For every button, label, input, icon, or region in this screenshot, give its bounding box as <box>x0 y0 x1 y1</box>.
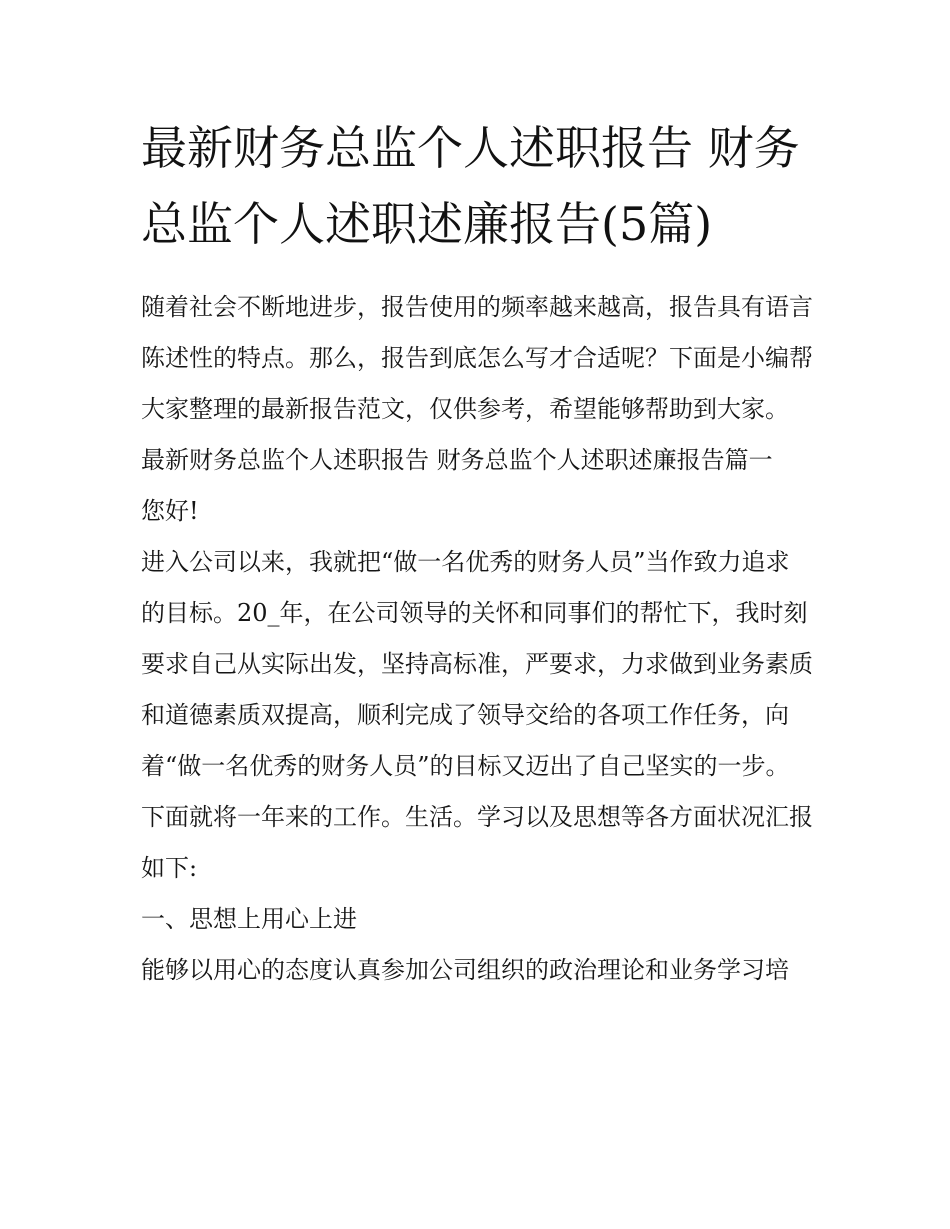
greeting: 您好! <box>141 497 199 525</box>
document-body <box>141 110 813 996</box>
intro-paragraph: 随着社会不断地进步，报告使用的频率越来越高，报告具有语言陈述性的特点。那么，报告到底怎么写才合适呢？下面是小编帮大家整理的最新报告范文，仅供参考，希望能够帮助到大家。 <box>141 293 813 423</box>
body-paragraph-truncated: 能够以用心的态度认真参加公司组织的政治理论和业务学习培 <box>141 956 789 984</box>
document-title: 最新财务总监个人述职报告 财务总监个人述职述廉报告(5篇) <box>141 121 800 251</box>
section-heading: 最新财务总监个人述职报告 财务总监个人述职述廉报告篇一 <box>141 446 773 474</box>
subsection-heading: 一、思想上用心上进 <box>141 905 357 933</box>
body-paragraph: 进入公司以来，我就把“做一名优秀的财务人员”当作致力追求的目标。20_年，在公司领导的关怀和同事们的帮忙下，我时刻要求自己从实际出发，坚持高标准，严要求，力求做到业务素质和道德素质双提高，顺利完成了领导交给的各项工作任务，向着“做一名优秀的财务人员”的目标又迈出了自己坚实的一步。下面就将一年来的工作。生活。学习以及思想等各方面状况汇报如下: <box>141 548 813 882</box>
